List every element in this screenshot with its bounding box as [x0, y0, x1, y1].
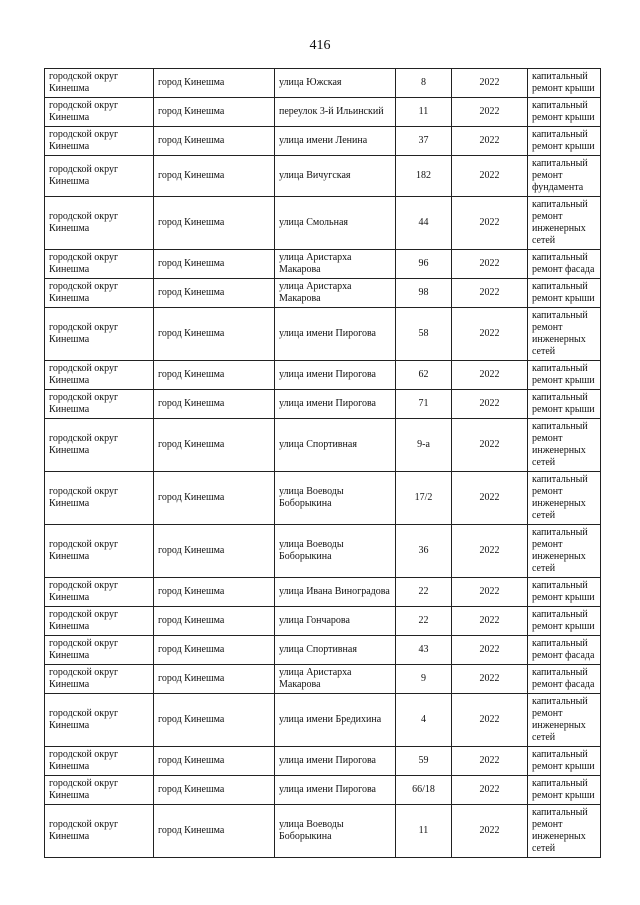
house-number-cell: 11 — [396, 98, 452, 127]
page-number: 416 — [309, 38, 331, 53]
table-row — [45, 419, 601, 472]
city-cell: город Кинешма — [154, 578, 275, 607]
street-cell: улица Воеводы Боборыкина — [275, 525, 396, 578]
work-type-cell: капитальный ремонт фасада — [528, 250, 601, 279]
repair-year-cell: 2022 — [452, 805, 528, 858]
repair-year-cell: 2022 — [452, 279, 528, 308]
house-number-cell: 43 — [396, 636, 452, 665]
house-number-cell: 44 — [396, 197, 452, 250]
city-cell: город Кинешма — [154, 747, 275, 776]
repair-year-cell: 2022 — [452, 390, 528, 419]
city-cell: город Кинешма — [154, 390, 275, 419]
house-number-cell: 22 — [396, 578, 452, 607]
work-type-cell: капитальный ремонт инженерных сетей — [528, 419, 601, 472]
house-number-cell: 66/18 — [396, 776, 452, 805]
work-type-cell: капитальный ремонт фасада — [528, 665, 601, 694]
table-row — [45, 308, 601, 361]
municipal-district-cell: городской округ Кинешма — [45, 361, 154, 390]
street-cell: улица Смольная — [275, 197, 396, 250]
repair-year-cell: 2022 — [452, 98, 528, 127]
house-number-cell: 22 — [396, 607, 452, 636]
work-type-cell: капитальный ремонт крыши — [528, 98, 601, 127]
municipal-district-cell: городской округ Кинешма — [45, 525, 154, 578]
street-cell: улица имени Пирогова — [275, 308, 396, 361]
table-row — [45, 390, 601, 419]
street-cell: переулок 3-й Ильинский — [275, 98, 396, 127]
street-cell: улица Гончарова — [275, 607, 396, 636]
work-type-cell: капитальный ремонт крыши — [528, 127, 601, 156]
municipal-district-cell: городской округ Кинешма — [45, 390, 154, 419]
municipal-district-cell: городской округ Кинешма — [45, 127, 154, 156]
city-cell: город Кинешма — [154, 665, 275, 694]
work-type-cell: капитальный ремонт крыши — [528, 578, 601, 607]
work-type-cell: капитальный ремонт фасада — [528, 636, 601, 665]
street-cell: улица Южская — [275, 69, 396, 98]
street-cell: улица Аристарха Макарова — [275, 665, 396, 694]
municipal-district-cell: городской округ Кинешма — [45, 805, 154, 858]
municipal-district-cell: городской округ Кинешма — [45, 607, 154, 636]
house-number-cell: 182 — [396, 156, 452, 197]
street-cell: улица Воеводы Боборыкина — [275, 805, 396, 858]
city-cell: город Кинешма — [154, 472, 275, 525]
street-cell: улица Вичугская — [275, 156, 396, 197]
repair-year-cell: 2022 — [452, 197, 528, 250]
repair-year-cell: 2022 — [452, 747, 528, 776]
city-cell: город Кинешма — [154, 308, 275, 361]
street-cell: улица Воеводы Боборыкина — [275, 472, 396, 525]
city-cell: город Кинешма — [154, 636, 275, 665]
city-cell: город Кинешма — [154, 419, 275, 472]
table-row — [45, 578, 601, 607]
table-row — [45, 250, 601, 279]
house-number-cell: 62 — [396, 361, 452, 390]
table-row — [45, 525, 601, 578]
street-cell: улица имени Бредихина — [275, 694, 396, 747]
municipal-district-cell: городской округ Кинешма — [45, 419, 154, 472]
work-type-cell: капитальный ремонт крыши — [528, 776, 601, 805]
table-row — [45, 747, 601, 776]
repair-year-cell: 2022 — [452, 156, 528, 197]
repair-year-cell: 2022 — [452, 665, 528, 694]
table-row — [45, 156, 601, 197]
street-cell: улица имени Пирогова — [275, 390, 396, 419]
repair-year-cell: 2022 — [452, 361, 528, 390]
table-row — [45, 472, 601, 525]
table-row — [45, 127, 601, 156]
work-type-cell: капитальный ремонт инженерных сетей — [528, 308, 601, 361]
work-type-cell: капитальный ремонт крыши — [528, 279, 601, 308]
house-number-cell: 17/2 — [396, 472, 452, 525]
house-number-cell: 9 — [396, 665, 452, 694]
street-cell: улица имени Ленина — [275, 127, 396, 156]
table-body — [45, 69, 601, 858]
city-cell: город Кинешма — [154, 525, 275, 578]
house-number-cell: 11 — [396, 805, 452, 858]
table-row — [45, 361, 601, 390]
house-number-cell: 4 — [396, 694, 452, 747]
city-cell: город Кинешма — [154, 776, 275, 805]
work-type-cell: капитальный ремонт инженерных сетей — [528, 694, 601, 747]
house-number-cell: 37 — [396, 127, 452, 156]
street-cell: улица имени Пирогова — [275, 361, 396, 390]
work-type-cell: капитальный ремонт инженерных сетей — [528, 197, 601, 250]
repair-year-cell: 2022 — [452, 525, 528, 578]
city-cell: город Кинешма — [154, 805, 275, 858]
municipal-district-cell: городской округ Кинешма — [45, 308, 154, 361]
table-row — [45, 776, 601, 805]
house-number-cell: 59 — [396, 747, 452, 776]
municipal-district-cell: городской округ Кинешма — [45, 636, 154, 665]
municipal-district-cell: городской округ Кинешма — [45, 250, 154, 279]
street-cell: улица Спортивная — [275, 419, 396, 472]
table-row — [45, 279, 601, 308]
work-type-cell: капитальный ремонт фундамента — [528, 156, 601, 197]
repair-year-cell: 2022 — [452, 636, 528, 665]
municipal-district-cell: городской округ Кинешма — [45, 69, 154, 98]
table-row — [45, 607, 601, 636]
municipal-district-cell: городской округ Кинешма — [45, 665, 154, 694]
street-cell: улица Аристарха Макарова — [275, 250, 396, 279]
municipal-district-cell: городской округ Кинешма — [45, 472, 154, 525]
house-number-cell: 96 — [396, 250, 452, 279]
table-row — [45, 98, 601, 127]
house-number-cell: 9-а — [396, 419, 452, 472]
city-cell: город Кинешма — [154, 69, 275, 98]
work-type-cell: капитальный ремонт крыши — [528, 69, 601, 98]
city-cell: город Кинешма — [154, 156, 275, 197]
work-type-cell: капитальный ремонт инженерных сетей — [528, 525, 601, 578]
house-number-cell: 98 — [396, 279, 452, 308]
repair-year-cell: 2022 — [452, 607, 528, 636]
repair-year-cell: 2022 — [452, 419, 528, 472]
municipal-district-cell: городской округ Кинешма — [45, 98, 154, 127]
table-row — [45, 805, 601, 858]
work-type-cell: капитальный ремонт крыши — [528, 747, 601, 776]
municipal-district-cell: городской округ Кинешма — [45, 747, 154, 776]
city-cell: город Кинешма — [154, 607, 275, 636]
city-cell: город Кинешма — [154, 250, 275, 279]
municipal-district-cell: городской округ Кинешма — [45, 279, 154, 308]
repair-year-cell: 2022 — [452, 69, 528, 98]
table-row — [45, 665, 601, 694]
repair-year-cell: 2022 — [452, 776, 528, 805]
house-number-cell: 71 — [396, 390, 452, 419]
street-cell: улица Аристарха Макарова — [275, 279, 396, 308]
repair-year-cell: 2022 — [452, 694, 528, 747]
street-cell: улица имени Пирогова — [275, 747, 396, 776]
table-row — [45, 694, 601, 747]
work-type-cell: капитальный ремонт инженерных сетей — [528, 472, 601, 525]
municipal-district-cell: городской округ Кинешма — [45, 776, 154, 805]
repair-year-cell: 2022 — [452, 308, 528, 361]
house-number-cell: 36 — [396, 525, 452, 578]
municipal-district-cell: городской округ Кинешма — [45, 694, 154, 747]
repair-year-cell: 2022 — [452, 578, 528, 607]
street-cell: улица Спортивная — [275, 636, 396, 665]
municipal-district-cell: городской округ Кинешма — [45, 156, 154, 197]
table-row — [45, 197, 601, 250]
city-cell: город Кинешма — [154, 361, 275, 390]
table-row — [45, 69, 601, 98]
municipal-district-cell: городской округ Кинешма — [45, 197, 154, 250]
work-type-cell: капитальный ремонт инженерных сетей — [528, 805, 601, 858]
work-type-cell: капитальный ремонт крыши — [528, 361, 601, 390]
city-cell: город Кинешма — [154, 197, 275, 250]
city-cell: город Кинешма — [154, 98, 275, 127]
repair-year-cell: 2022 — [452, 250, 528, 279]
city-cell: город Кинешма — [154, 694, 275, 747]
work-type-cell: капитальный ремонт крыши — [528, 607, 601, 636]
housing-repair-table — [44, 68, 601, 858]
house-number-cell: 8 — [396, 69, 452, 98]
city-cell: город Кинешма — [154, 279, 275, 308]
work-type-cell: капитальный ремонт крыши — [528, 390, 601, 419]
repair-year-cell: 2022 — [452, 472, 528, 525]
table-row — [45, 636, 601, 665]
municipal-district-cell: городской округ Кинешма — [45, 578, 154, 607]
street-cell: улица Ивана Виноградова — [275, 578, 396, 607]
city-cell: город Кинешма — [154, 127, 275, 156]
repair-year-cell: 2022 — [452, 127, 528, 156]
street-cell: улица имени Пирогова — [275, 776, 396, 805]
house-number-cell: 58 — [396, 308, 452, 361]
